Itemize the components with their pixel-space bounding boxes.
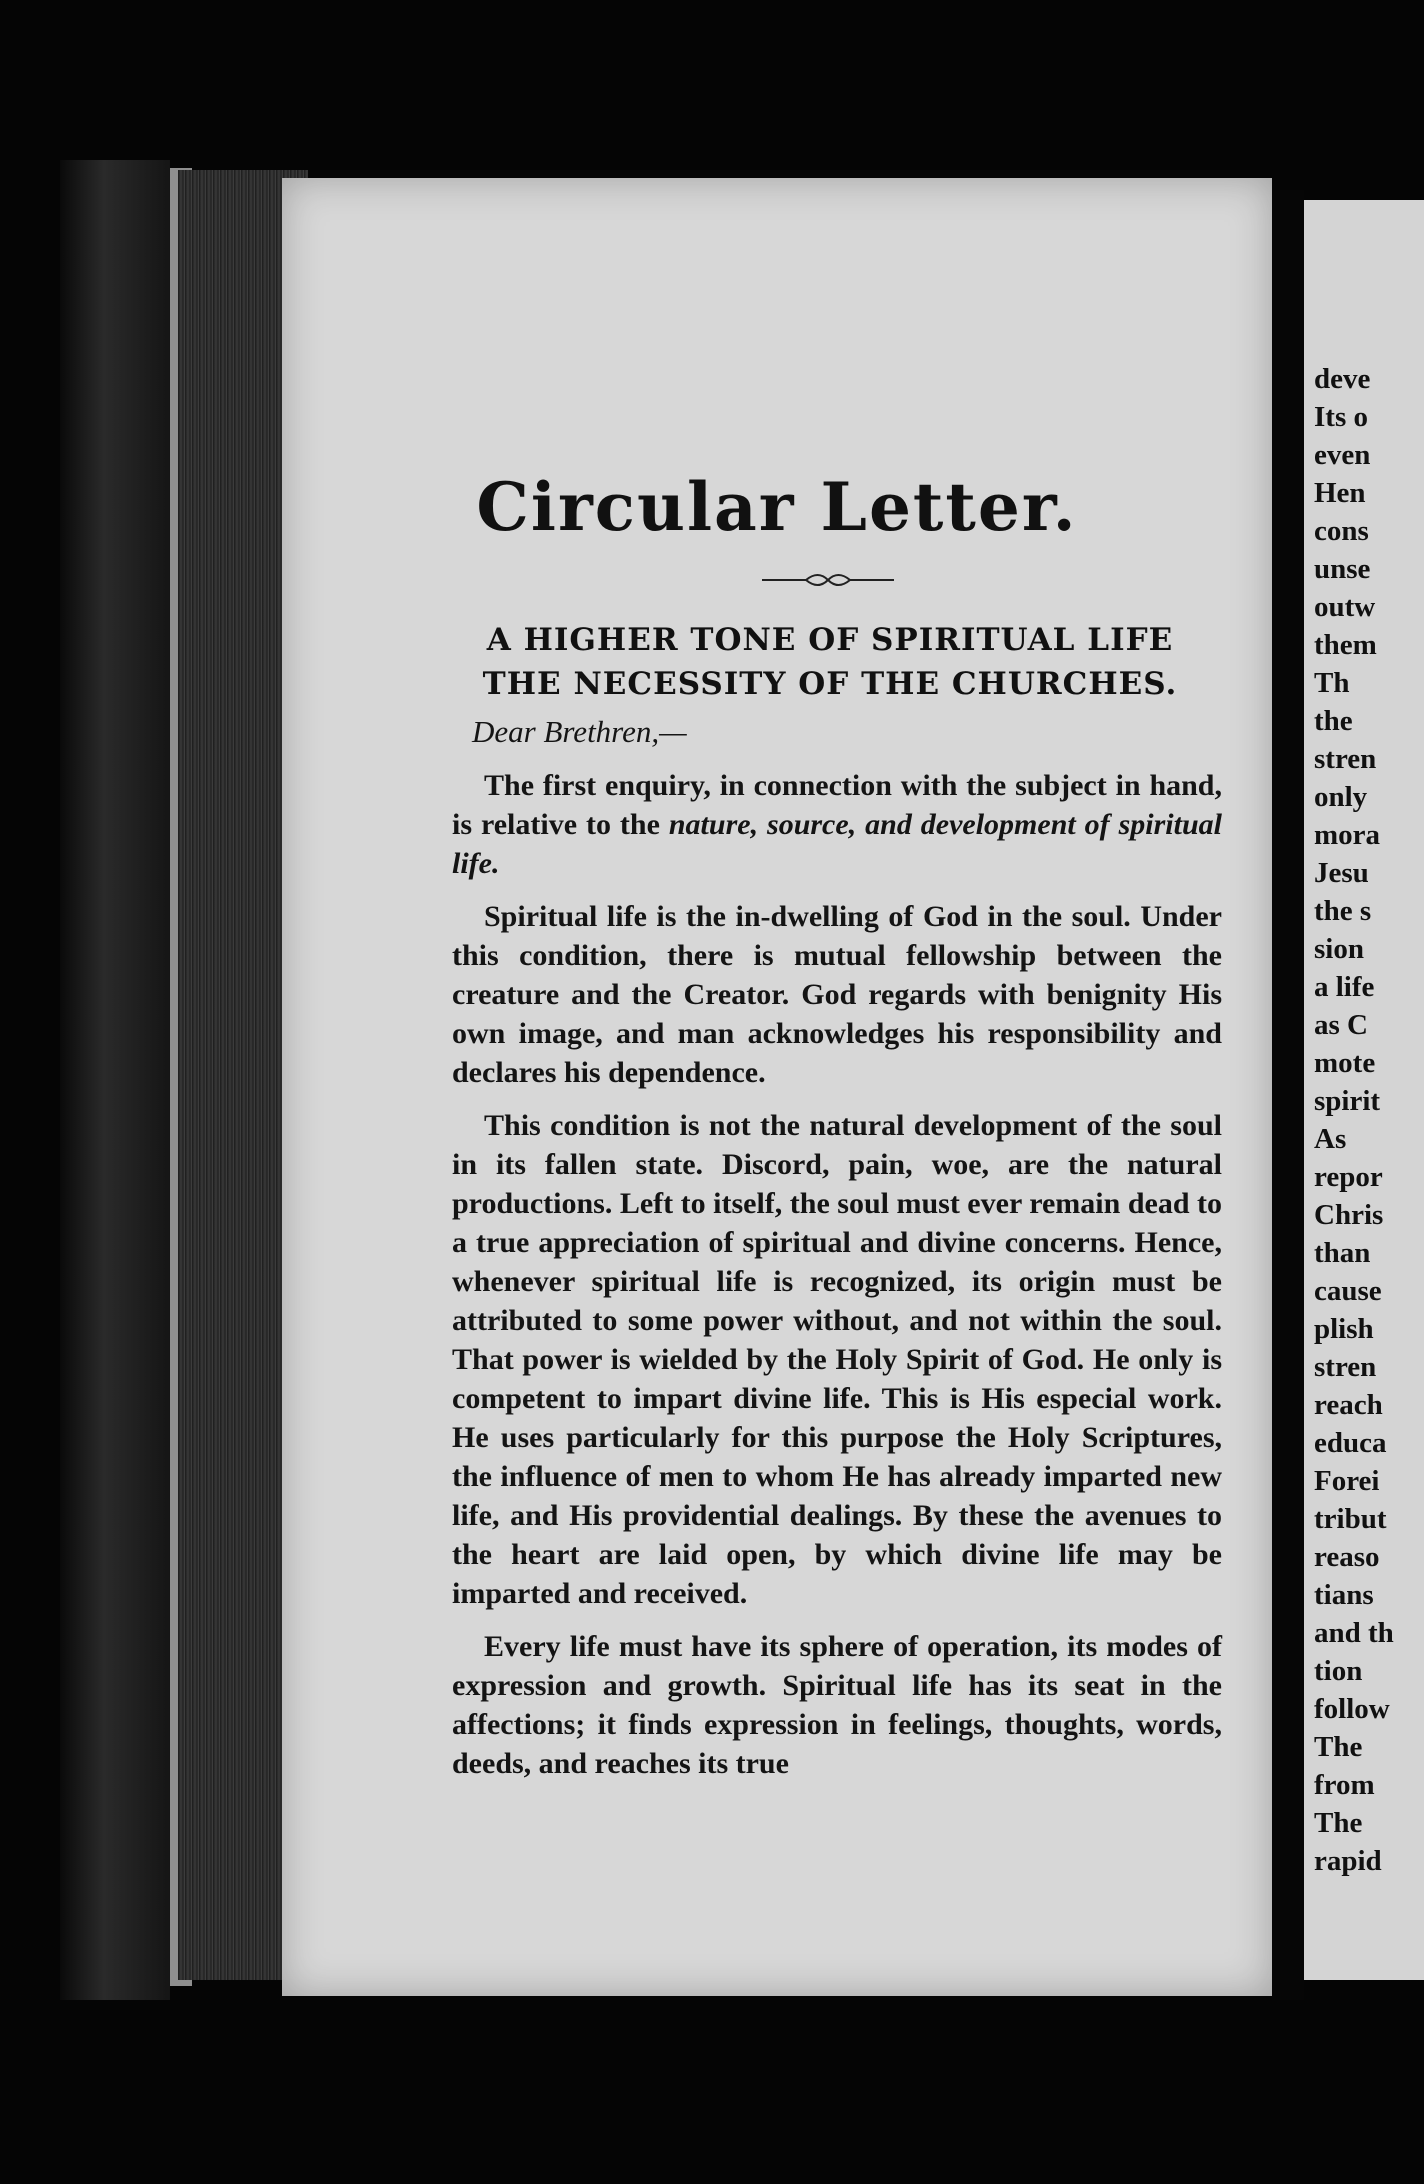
page-title: Circular Letter. [476,468,1078,546]
heading-line-1: A HIGHER TONE OF SPIRITUAL LIFE [486,622,1174,658]
right-page-word: even [1314,439,1371,471]
right-page-word: rapid [1314,1845,1382,1877]
paragraph-1: The first enquiry, in connection with the subject in hand, is relative to the nature, source, and development of spiritual life. [452,769,1222,880]
right-page-word: a life [1314,971,1375,1003]
right-page-word: spirit [1314,1085,1381,1117]
right-page-word: reach [1314,1389,1383,1421]
right-page-word: only [1314,781,1368,813]
right-page-text [1314,360,1424,1880]
right-page-word: deve [1314,363,1371,395]
right-page-word: than [1314,1237,1371,1269]
right-page-word: mora [1314,819,1381,851]
book-gutter [1272,190,1304,2000]
right-page-word: them [1314,629,1377,661]
right-page-word: Th [1314,667,1350,699]
paragraph-2: Spiritual life is the in-dwelling of God in the soul. Under this condition, there is mutual fellowship between the creature and the Creator. God regards with benignity His own image, and man acknowledges his responsibility and declares his dependence. [452,900,1222,1089]
paragraph-1-emphasis: nature, source, and development of spiritual life. [452,808,1222,880]
right-page-word: plish [1314,1313,1374,1345]
right-page-word: sion [1314,933,1364,965]
right-page-word: tians [1314,1579,1374,1611]
left-page [282,178,1272,1996]
paragraph-4: Every life must have its sphere of operation, its modes of expression and growth. Spiritual life has its seat in the affections; it finds expression in feelings, thoughts, words, deeds, and reaches its true [452,1630,1222,1780]
section-heading [450,618,1210,706]
right-page-word: Forei [1314,1465,1380,1497]
ornament-divider [762,568,894,592]
right-page-word: cause [1314,1275,1382,1307]
right-page-word: tribut [1314,1503,1387,1535]
right-page-fragment [1304,200,1424,1980]
letter-body [452,766,1222,1797]
right-page-word: unse [1314,553,1371,585]
book-binding [60,160,170,2000]
right-page-word: The [1314,1731,1363,1763]
right-page-word: repor [1314,1161,1383,1193]
right-page-word: mote [1314,1047,1376,1079]
right-page-word: stren [1314,1351,1377,1383]
right-page-word: Jesu [1314,857,1369,889]
salutation: Dear Brethren,— [472,714,687,749]
right-page-word: the [1314,705,1353,737]
right-page-word: and th [1314,1617,1394,1649]
right-page-word: follow [1314,1693,1390,1725]
right-page-word: from [1314,1769,1375,1801]
right-page-word: Hen [1314,477,1366,509]
right-page-word: tion [1314,1655,1363,1687]
right-page-word: the s [1314,895,1372,927]
right-page-word: stren [1314,743,1377,775]
paragraph-3: This condition is not the natural development of the soul in its fallen state. Discord, pain, woe, are the natural productions. Left to itself, the soul must ever remain dead to a true appreciation of spiritual and divine concerns. Hence, whenever spiritual life is recognized, its origin must be attributed to some power without, and not within the soul. That power is wielded by the Holy Spirit of God. He only is competent to impart divine life. This is His especial work. He uses particularly for this purpose the Holy Scriptures, the influence of men to whom He has already imparted new life, and His providential dealings. By these the avenues to the heart are laid open, by which divine life may be imparted and received. [452,1109,1222,1610]
right-page-word: educa [1314,1427,1387,1459]
right-page-word: Its o [1314,401,1368,433]
right-page-word: outw [1314,591,1376,623]
right-page-word: As [1314,1123,1347,1155]
right-page-word: Chris [1314,1199,1384,1231]
right-page-word: cons [1314,515,1369,547]
right-page-word: reaso [1314,1541,1380,1573]
right-page-word: The [1314,1807,1363,1839]
heading-line-2: THE NECESSITY OF THE CHURCHES. [482,666,1178,702]
right-page-word: as C [1314,1009,1368,1041]
